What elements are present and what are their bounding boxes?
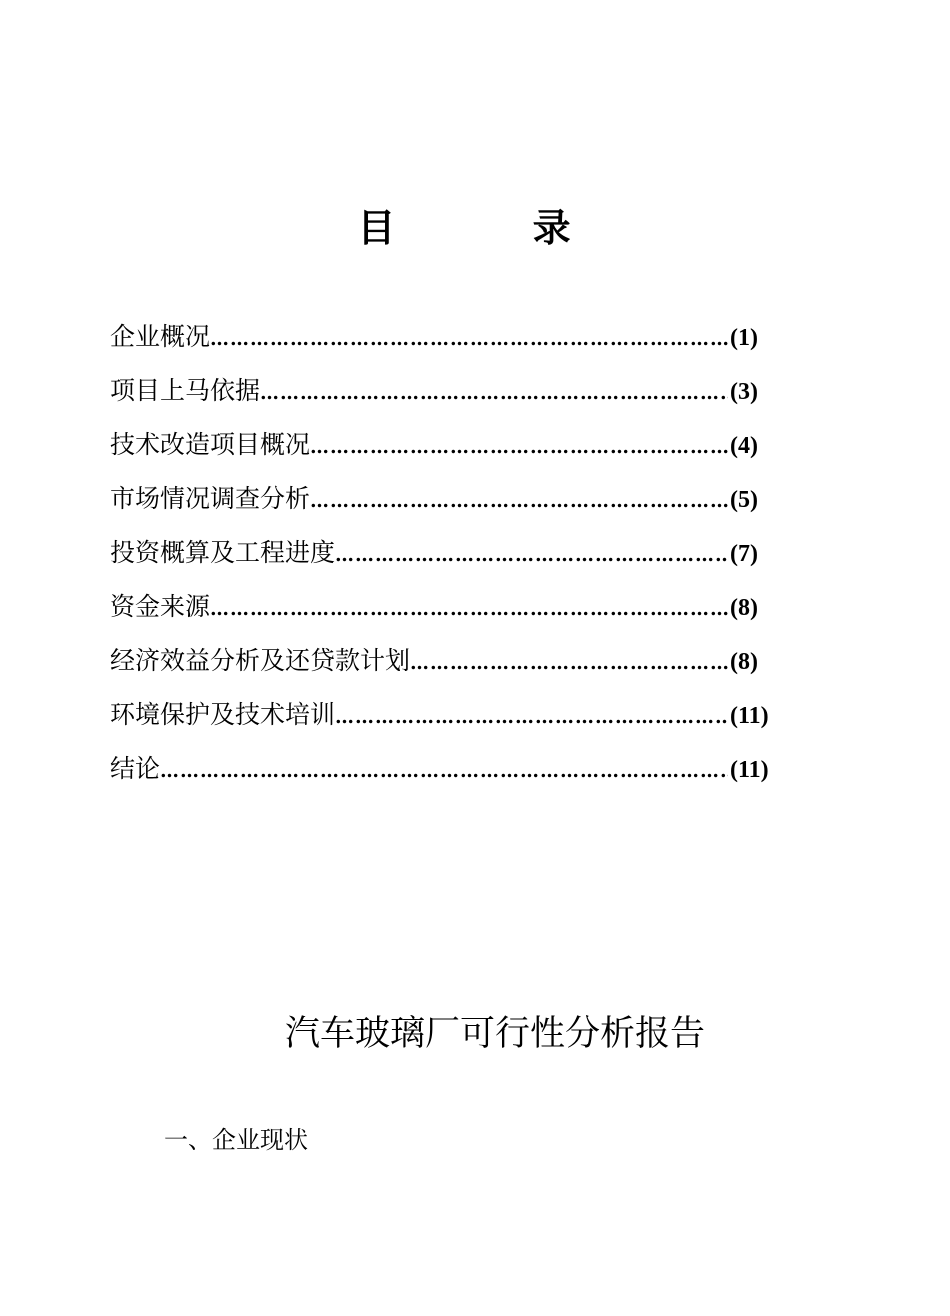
- toc-entry-page: (1): [730, 325, 758, 351]
- toc-entry[interactable]: [110, 364, 790, 418]
- toc-leader-dots: [335, 690, 728, 742]
- toc-entry-page: (11): [730, 757, 769, 783]
- toc-leader-dots: [310, 474, 728, 526]
- toc-leader-dots: [210, 312, 728, 364]
- toc-entry[interactable]: [110, 526, 790, 580]
- section-heading: 一、企业现状: [164, 1126, 308, 1154]
- toc-leader-dots: [410, 636, 728, 688]
- toc-entry-label: 经济效益分析及还贷款计划: [110, 646, 411, 675]
- toc-entry[interactable]: [110, 310, 790, 364]
- toc-entry-page: (3): [730, 379, 758, 405]
- toc-entry-label: 项目上马依据: [110, 376, 261, 405]
- toc-entry[interactable]: [110, 580, 790, 634]
- toc-entry-label: 企业概况: [110, 322, 211, 351]
- toc-entry-label: 市场情况调查分析: [110, 484, 311, 513]
- toc-entry[interactable]: [110, 418, 790, 472]
- toc-leader-dots: [260, 366, 728, 418]
- toc-leader-dots: [210, 582, 728, 634]
- toc-leader-dots: [335, 528, 728, 580]
- toc-entry-page: (4): [730, 433, 758, 459]
- toc-entry-page: (8): [730, 595, 758, 621]
- toc-entry[interactable]: [110, 472, 790, 526]
- toc-leader-dots: [160, 744, 728, 796]
- toc-title: 目 录: [357, 206, 633, 250]
- toc-entry[interactable]: [110, 742, 790, 796]
- toc-entry-label: 环境保护及技术培训: [110, 700, 336, 729]
- toc-entry-page: (11): [730, 703, 769, 729]
- toc-entry-label: 结论: [110, 754, 161, 783]
- toc-entry-label: 技术改造项目概况: [110, 430, 311, 459]
- toc-entry-label: 资金来源: [110, 592, 211, 621]
- toc-entry-page: (7): [730, 541, 758, 567]
- toc-entry-page: (5): [730, 487, 758, 513]
- toc-entry[interactable]: [110, 634, 790, 688]
- table-of-contents: [110, 310, 790, 796]
- toc-entry-label: 投资概算及工程进度: [110, 538, 336, 567]
- toc-leader-dots: [310, 420, 728, 472]
- toc-entry-page: (8): [730, 649, 758, 675]
- toc-entry[interactable]: [110, 688, 790, 742]
- report-title: 汽车玻璃厂可行性分析报告: [284, 1014, 705, 1054]
